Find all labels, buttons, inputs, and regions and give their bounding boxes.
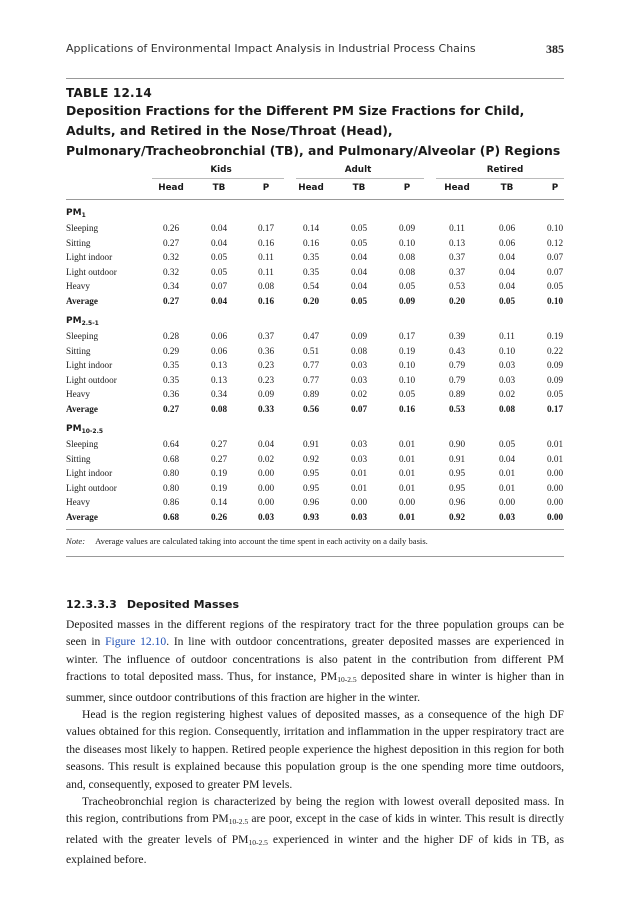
table-cell: 0.00 — [257, 482, 275, 493]
table-cell: 0.09 — [546, 374, 564, 385]
table-cell: 0.20 — [302, 296, 320, 306]
table-cell: 0.05 — [350, 223, 368, 233]
table-cell: 0.80 — [162, 482, 180, 493]
table-cell: 0.16 — [398, 404, 416, 414]
table-cell: 0.01 — [498, 482, 516, 493]
paragraph-text: are poor, except in the case of kids in winter. This result is directly related with the greater levels of PM — [66, 812, 565, 846]
table-row — [0, 281, 629, 295]
body-text — [66, 616, 564, 869]
table-row — [0, 512, 629, 526]
table-cell: 0.04 — [498, 453, 516, 464]
row-label: Light indoor — [66, 360, 113, 371]
table-cell: 0.03 — [350, 374, 368, 385]
table-cell: 0.07 — [350, 404, 368, 414]
paragraph-3 — [66, 793, 564, 869]
table-cell: 0.35 — [162, 360, 180, 371]
table-cell: 0.37 — [448, 252, 466, 263]
table-cell: 0.00 — [546, 512, 564, 522]
paragraph-text: deposited share in winter is higher than in summer, since outdoor contributions of this fraction are higher in the winter. — [66, 670, 564, 704]
table-cell: 0.68 — [162, 453, 180, 464]
table-end-rule — [66, 556, 564, 557]
table-cell: 0.10 — [498, 345, 516, 356]
table-cell: 0.01 — [398, 453, 416, 464]
table-cell: 0.86 — [162, 497, 180, 508]
table-caption: Deposition Fractions for the Different PM Size Fractions for Child, Adults, and Retired in the Nose/Throat (Head), Pulmonary/Tracheobronchial (TB), and Pulmonary/Alveolar (P) Regions — [66, 103, 561, 158]
table-cell: 0.23 — [257, 360, 275, 371]
table-cell: 0.92 — [302, 453, 320, 464]
running-header — [66, 42, 564, 55]
table-cell: 0.03 — [350, 453, 368, 464]
table-cell: 0.96 — [302, 497, 320, 508]
group-header-retired: Retired — [486, 165, 524, 175]
row-label: Average — [66, 296, 98, 306]
table-cell: 0.00 — [546, 482, 564, 493]
table-cell: 0.91 — [302, 439, 320, 449]
pm-label: PM — [66, 424, 82, 434]
table-cell: 0.03 — [257, 512, 275, 522]
table-cell: 0.04 — [210, 237, 228, 248]
table-cell: 0.37 — [448, 266, 466, 277]
column-header: P — [262, 183, 270, 193]
table-row — [0, 267, 629, 281]
table-cell: 0.01 — [398, 439, 416, 449]
table-cell: 0.05 — [398, 281, 416, 292]
table-cell: 0.05 — [210, 266, 228, 277]
row-label: Sleeping — [66, 439, 99, 449]
table-cell: 0.19 — [210, 482, 228, 493]
table-row — [0, 252, 629, 266]
table-cell: 0.05 — [210, 252, 228, 263]
table-cell: 0.51 — [302, 345, 320, 356]
table-cell: 0.01 — [546, 439, 564, 449]
table-cell: 0.04 — [210, 296, 228, 306]
paragraph-text: Deposited masses in the different regions of the respiratory tract for the three population groups can be seen in — [66, 618, 564, 649]
table-cell: 0.89 — [448, 389, 466, 400]
table-cell: 0.03 — [350, 439, 368, 449]
table-cell: 0.56 — [302, 404, 320, 414]
table-cell: 0.68 — [162, 512, 180, 522]
column-header: Head — [158, 183, 184, 193]
row-label: Light outdoor — [66, 374, 117, 385]
row-label: Heavy — [66, 281, 90, 292]
table-cell: 0.29 — [162, 345, 180, 356]
table-cell: 0.12 — [546, 237, 564, 248]
page-number: 385 — [546, 42, 564, 56]
table-cell: 0.03 — [498, 512, 516, 522]
table-cell: 0.04 — [498, 252, 516, 263]
table-cell: 0.16 — [302, 237, 320, 248]
table-cell: 0.06 — [210, 331, 228, 341]
row-label: Light indoor — [66, 468, 113, 479]
table-bottom-rule — [66, 529, 564, 530]
table-cell: 0.95 — [448, 468, 466, 479]
pm-label: PM — [66, 208, 82, 218]
table-cell: 0.14 — [302, 223, 320, 233]
table-cell: 0.00 — [350, 497, 368, 508]
table-cell: 0.96 — [448, 497, 466, 508]
table-cell: 0.95 — [448, 482, 466, 493]
section-heading-pm1 — [66, 208, 86, 219]
table-cell: 0.91 — [448, 453, 466, 464]
table-cell: 0.47 — [302, 331, 320, 341]
group-rule-retired — [436, 178, 564, 179]
table-cell: 0.09 — [350, 331, 368, 341]
table-cell: 0.19 — [398, 345, 416, 356]
table-row — [0, 497, 629, 511]
table-cell: 0.10 — [398, 237, 416, 248]
table-cell: 0.05 — [350, 296, 368, 306]
table-cell: 0.22 — [546, 345, 564, 356]
table-cell: 0.10 — [546, 296, 564, 306]
table-cell: 0.13 — [210, 360, 228, 371]
table-cell: 0.32 — [162, 252, 180, 263]
group-header-adult: Adult — [344, 165, 372, 175]
table-cell: 0.07 — [546, 252, 564, 263]
row-label: Light outdoor — [66, 266, 117, 277]
table-row — [0, 454, 629, 468]
row-label: Sitting — [66, 345, 91, 356]
table-row — [0, 223, 629, 237]
table-cell: 0.05 — [350, 237, 368, 248]
table-row — [0, 296, 629, 310]
table-cell: 0.10 — [398, 374, 416, 385]
column-header: P — [403, 183, 411, 193]
table-cell: 0.09 — [546, 360, 564, 371]
row-label: Sleeping — [66, 223, 99, 233]
column-header: Head — [444, 183, 470, 193]
table-cell: 0.34 — [162, 281, 180, 292]
table-row — [0, 468, 629, 482]
table-cell: 0.03 — [350, 512, 368, 522]
pm-label: PM — [66, 316, 82, 326]
column-header: TB — [500, 183, 514, 193]
table-cell: 0.07 — [546, 266, 564, 277]
table-cell: 0.32 — [162, 266, 180, 277]
table-cell: 0.08 — [398, 266, 416, 277]
table-cell: 0.01 — [350, 468, 368, 479]
table-cell: 0.00 — [498, 497, 516, 508]
table-cell: 0.08 — [210, 404, 228, 414]
table-cell: 0.03 — [350, 360, 368, 371]
table-cell: 0.35 — [302, 266, 320, 277]
note-label: Note: — [66, 536, 86, 546]
table-cell: 0.43 — [448, 345, 466, 356]
table-cell: 0.00 — [257, 497, 275, 508]
table-cell: 0.04 — [498, 266, 516, 277]
table-cell: 0.16 — [257, 237, 275, 248]
table-cell: 0.34 — [210, 389, 228, 400]
table-cell: 0.04 — [350, 281, 368, 292]
table-cell: 0.33 — [257, 404, 275, 414]
paragraph-text: Tracheobronchial region is characterized by being the region with lowest overall deposited mass. In this region, contributions from PM — [66, 795, 564, 826]
table-cell: 0.06 — [210, 345, 228, 356]
table-cell: 0.17 — [546, 404, 564, 414]
paragraph-1 — [66, 616, 564, 706]
table-cell: 0.01 — [398, 482, 416, 493]
table-cell: 0.79 — [448, 374, 466, 385]
table-cell: 0.93 — [302, 512, 320, 522]
table-row — [0, 331, 629, 345]
table-cell: 0.03 — [498, 360, 516, 371]
table-cell: 0.11 — [258, 252, 274, 263]
table-cell: 0.79 — [448, 360, 466, 371]
paragraph-text: . In line with outdoor concentrations, greater deposited masses are experienced in winter. The influence of outdoor concentrations is also patent in the contribution from different PM fractions to total deposited mass. Thus, for instance, PM — [66, 635, 564, 684]
table-cell: 0.80 — [162, 468, 180, 479]
table-cell: 0.04 — [350, 252, 368, 263]
table-cell: 0.08 — [498, 404, 516, 414]
table-cell: 0.05 — [546, 389, 564, 400]
note-text: Average values are calculated taking into account the time spent in each activity on a daily basis. — [95, 536, 428, 546]
row-label: Heavy — [66, 389, 90, 400]
table-cell: 0.27 — [210, 453, 228, 464]
section-number: 12.3.3.3 — [66, 598, 117, 611]
table-cell: 0.11 — [449, 223, 465, 233]
pm-subscript: 2.5-1 — [81, 320, 99, 327]
table-cell: 0.10 — [398, 360, 416, 371]
table-cell: 0.09 — [398, 223, 416, 233]
column-header: TB — [352, 183, 366, 193]
table-cell: 0.01 — [498, 468, 516, 479]
table-cell: 0.01 — [398, 468, 416, 479]
table-cell: 0.90 — [448, 439, 466, 449]
table-cell: 0.07 — [210, 281, 228, 292]
header-rule — [66, 78, 564, 79]
table-cell: 0.89 — [302, 389, 320, 400]
table-label: TABLE 12.14 — [66, 86, 152, 100]
group-rule-kids — [152, 178, 284, 179]
table-cell: 0.08 — [398, 252, 416, 263]
row-label: Average — [66, 512, 98, 522]
table-cell: 0.37 — [257, 331, 275, 341]
row-label: Sitting — [66, 237, 91, 248]
table-cell: 0.00 — [546, 468, 564, 479]
table-cell: 0.77 — [302, 360, 320, 371]
table-cell: 0.04 — [257, 439, 275, 449]
table-cell: 0.00 — [546, 497, 564, 508]
table-cell: 0.01 — [350, 482, 368, 493]
table-row — [0, 360, 629, 374]
table-cell: 0.11 — [499, 331, 515, 341]
figure-link[interactable]: Figure 12.10 — [105, 635, 167, 649]
table-cell: 0.53 — [448, 281, 466, 292]
table-row — [0, 346, 629, 360]
table-cell: 0.14 — [210, 497, 228, 508]
table-cell: 0.00 — [257, 468, 275, 479]
table-cell: 0.27 — [210, 439, 228, 449]
table-cell: 0.26 — [210, 512, 228, 522]
column-header: P — [551, 183, 559, 193]
table-cell: 0.04 — [498, 281, 516, 292]
table-cell: 0.26 — [162, 223, 180, 233]
table-cell: 0.09 — [257, 389, 275, 400]
column-header: TB — [212, 183, 226, 193]
group-header-kids: Kids — [210, 165, 232, 175]
table-row — [0, 483, 629, 497]
row-label: Average — [66, 404, 98, 414]
table-cell: 0.05 — [546, 281, 564, 292]
table-cell: 0.36 — [257, 345, 275, 356]
table-cell: 0.16 — [257, 296, 275, 306]
section-title: Deposited Masses — [126, 598, 240, 611]
subscript: 10-2.5 — [228, 817, 249, 827]
table-cell: 0.28 — [162, 331, 180, 341]
table-cell: 0.53 — [448, 404, 466, 414]
table-row — [0, 404, 629, 418]
table-cell: 0.23 — [257, 374, 275, 385]
table-cell: 0.01 — [398, 512, 416, 522]
table-cell: 0.36 — [162, 389, 180, 400]
table-cell: 0.06 — [498, 237, 516, 248]
pm-subscript: 1 — [81, 212, 86, 219]
table-cell: 0.35 — [302, 252, 320, 263]
subscript: 10-2.5 — [248, 837, 268, 847]
table-cell: 0.04 — [210, 223, 228, 233]
table-cell: 0.08 — [350, 345, 368, 356]
paragraph-text: experienced in winter and the higher DF of kids in TB, as explained before. — [66, 832, 564, 867]
table-cell: 0.92 — [448, 512, 466, 522]
row-label: Sleeping — [66, 331, 99, 341]
table-cell: 0.64 — [162, 439, 180, 449]
section-heading-pm10-2-5 — [66, 424, 103, 435]
group-rule-adult — [296, 178, 424, 179]
table-cell: 0.19 — [210, 468, 228, 479]
table-cell: 0.05 — [498, 439, 516, 449]
running-title: Applications of Environmental Impact Analysis in Industrial Process Chains — [66, 42, 476, 55]
table-cell: 0.13 — [448, 237, 466, 248]
table-row — [0, 375, 629, 389]
table-cell: 0.05 — [498, 296, 516, 306]
column-header: Head — [298, 183, 324, 193]
row-label: Heavy — [66, 497, 90, 508]
table-cell: 0.27 — [162, 237, 180, 248]
section-heading — [66, 598, 239, 611]
table-cell: 0.01 — [546, 453, 564, 464]
table-cell: 0.02 — [257, 453, 275, 464]
table-cell: 0.05 — [398, 389, 416, 400]
table-cell: 0.95 — [302, 468, 320, 479]
table-cell: 0.77 — [302, 374, 320, 385]
table-cell: 0.54 — [302, 281, 320, 292]
table-cell: 0.17 — [257, 223, 275, 233]
row-label: Light outdoor — [66, 482, 117, 493]
table-cell: 0.02 — [350, 389, 368, 400]
table-cell: 0.11 — [258, 266, 274, 277]
table-cell: 0.39 — [448, 331, 466, 341]
row-label: Sitting — [66, 453, 91, 464]
section-heading-pm2-5-1 — [66, 316, 99, 327]
table-cell: 0.02 — [498, 389, 516, 400]
table-cell: 0.27 — [162, 296, 180, 306]
table-cell: 0.20 — [448, 296, 466, 306]
table-cell: 0.27 — [162, 404, 180, 414]
table-cell: 0.04 — [350, 266, 368, 277]
table-cell: 0.13 — [210, 374, 228, 385]
table-cell: 0.09 — [398, 296, 416, 306]
table-cell: 0.08 — [257, 281, 275, 292]
table-cell: 0.00 — [398, 497, 416, 508]
table-cell: 0.17 — [398, 331, 416, 341]
table-cell: 0.03 — [498, 374, 516, 385]
table-cell: 0.95 — [302, 482, 320, 493]
table-note — [66, 536, 428, 546]
table-row — [0, 389, 629, 403]
paragraph-2: Head is the region registering highest values of deposited masses, as a consequence of the high DF values obtained for this region. Consequently, irritation and inflammation in the upper respiratory tract are the diseases most likely to happen. Retired people experience the highest deposition in this region for both seasons. This result is explained because this population group is the one spending more time outdoors, and, consequently, exposed to greater PM levels. — [66, 708, 564, 791]
table-header-rule — [66, 199, 564, 200]
table-cell: 0.06 — [498, 223, 516, 233]
row-label: Light indoor — [66, 252, 113, 263]
table-row — [0, 238, 629, 252]
subscript: 10-2.5 — [337, 675, 357, 685]
pm-subscript: 10-2.5 — [81, 428, 104, 435]
table-row — [0, 439, 629, 453]
table-cell: 0.35 — [162, 374, 180, 385]
table-cell: 0.19 — [546, 331, 564, 341]
table-cell: 0.10 — [546, 223, 564, 233]
